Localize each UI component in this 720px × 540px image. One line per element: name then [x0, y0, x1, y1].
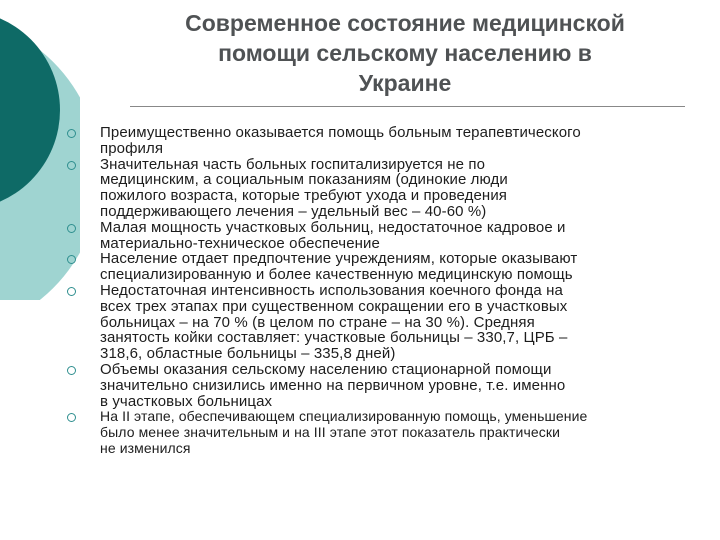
bullet-text-line: не изменился: [100, 439, 191, 456]
bullet-text-line: 318,6, областные больницы – 335,8 дней): [100, 345, 396, 363]
bullet-text-line: медицинским, а социальным показаниям (одинокие люди: [100, 171, 508, 189]
bullet-item: [64, 125, 704, 157]
bullet-text-line: пожилого возраста, которые требуют ухода и проведения: [100, 187, 508, 205]
bullet-item: [64, 409, 704, 456]
slide-title-line: помощи сельскому населению в: [218, 40, 592, 66]
bullet-text-line: материально-техническое обеспечение: [100, 234, 380, 252]
bullet-text-line: Недостаточная интенсивность использования коечного фонда на: [100, 281, 563, 299]
slide-title-line: Украине: [358, 70, 452, 96]
bullet-list: [64, 125, 704, 457]
bullet-item: [64, 251, 704, 283]
bullet-circle-icon: [67, 161, 76, 170]
title-divider: [130, 106, 685, 107]
bullet-text-line: профиля: [100, 139, 164, 157]
bullet-text-line: Преимущественно оказывается помощь больным терапевтического: [100, 124, 581, 141]
bullet-text-line: Значительная часть больных госпитализируется не по: [100, 155, 486, 173]
bullet-text-line: На II этапе, обеспечивающем специализированную помощь, уменьшение: [100, 408, 588, 425]
bullet-circle-icon: [67, 129, 76, 138]
bullet-item: [64, 283, 704, 362]
slide-title: [120, 8, 690, 98]
bullet-circle-icon: [67, 287, 76, 296]
bullet-text-line: Объемы оказания сельскому населению стационарной помощи: [100, 360, 552, 378]
bullet-text-line: специализированную и более качественную медицинскую помощь: [100, 266, 573, 284]
bullet-item: [64, 220, 704, 252]
bullet-text-line: всех трех этапах при существенном сокращении его в участковых: [100, 297, 568, 315]
bullet-text-line: было менее значительным и на III этапе этот показатель практически: [100, 424, 561, 441]
bullet-text-line: занятость койки составляет: участковые больницы – 330,7, ЦРБ –: [100, 329, 568, 347]
bullet-circle-icon: [67, 366, 76, 375]
bullet-item: [64, 362, 704, 409]
bullet-text-line: Малая мощность участковых больниц, недостаточное кадровое и: [100, 218, 566, 236]
bullet-circle-icon: [67, 413, 76, 422]
bullet-text-line: Население отдает предпочтение учреждениям, которые оказывают: [100, 250, 578, 268]
bullet-text-line: в участковых больницах: [100, 392, 273, 410]
bullet-text-line: поддерживающего лечения – удельный вес – 40-60 %): [100, 202, 487, 220]
bullet-text-line: больницах – на 70 % (в целом по стране – на 30 %). Средняя: [100, 313, 535, 331]
bullet-circle-icon: [67, 224, 76, 233]
bullet-circle-icon: [67, 255, 76, 264]
slide-title-line: Современное состояние медицинской: [185, 10, 625, 36]
bullet-text-line: значительно снизились именно на первичном уровне, т.е. именно: [100, 376, 566, 394]
bullet-item: [64, 157, 704, 220]
